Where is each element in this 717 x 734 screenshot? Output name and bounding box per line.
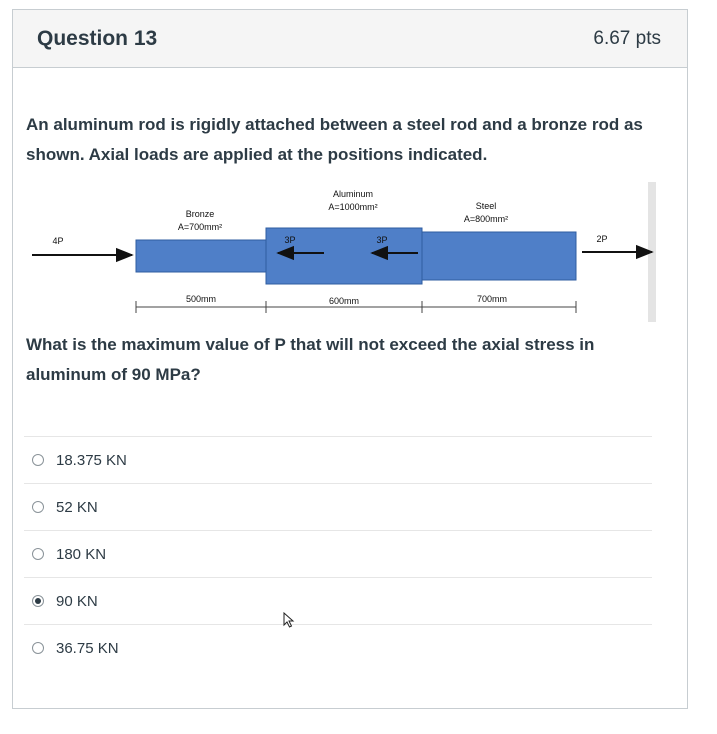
radio-button[interactable] (32, 454, 44, 466)
answer-label: 180 KN (56, 545, 107, 563)
answer-option[interactable] (24, 436, 652, 483)
question-title: Question 13 (37, 26, 158, 50)
answer-option[interactable] (24, 624, 652, 671)
bronze-rod (136, 240, 266, 272)
answer-label: 18.375 KN (56, 451, 127, 469)
answer-label: 90 KN (56, 592, 98, 610)
aluminum-area-label: A=1000mm² (328, 202, 378, 212)
rod-diagram (26, 172, 656, 322)
length-label-bronze: 500mm (185, 294, 217, 304)
question-intro: An aluminum rod is rigidly attached between a steel rod and a bronze rod as shown. Axial loads are applied at the positions indicated. (26, 115, 643, 164)
length-label-steel: 700mm (476, 294, 508, 304)
question-prompt: What is the maximum value of P that will not exceed the axial stress in aluminum of 90 MPa? (26, 335, 595, 384)
bronze-label: Bronze (185, 209, 215, 219)
load-label-3p-left: 3P (284, 235, 296, 245)
answer-option[interactable] (24, 483, 652, 530)
steel-area-label: A=800mm² (463, 214, 509, 224)
radio-button[interactable] (32, 548, 44, 560)
load-label-3p-right: 3P (376, 235, 388, 245)
answer-option[interactable] (24, 577, 652, 624)
length-label-aluminum: 600mm (328, 296, 360, 306)
bronze-area-label: A=700mm² (177, 222, 223, 232)
steel-rod (422, 232, 576, 280)
radio-button[interactable] (32, 501, 44, 513)
question-header (13, 10, 687, 68)
answer-label: 52 KN (56, 498, 98, 516)
steel-label: Steel (475, 201, 497, 211)
answer-option[interactable] (24, 530, 652, 577)
load-label-2p: 2P (596, 234, 608, 244)
mouse-cursor-icon (283, 612, 295, 628)
question-points: 6.67 pts (593, 27, 661, 49)
aluminum-label: Aluminum (332, 189, 374, 199)
load-label-4p: 4P (52, 236, 64, 246)
answer-list (24, 436, 652, 671)
answer-label: 36.75 KN (56, 639, 119, 657)
radio-button[interactable] (32, 595, 44, 607)
radio-button[interactable] (32, 642, 44, 654)
